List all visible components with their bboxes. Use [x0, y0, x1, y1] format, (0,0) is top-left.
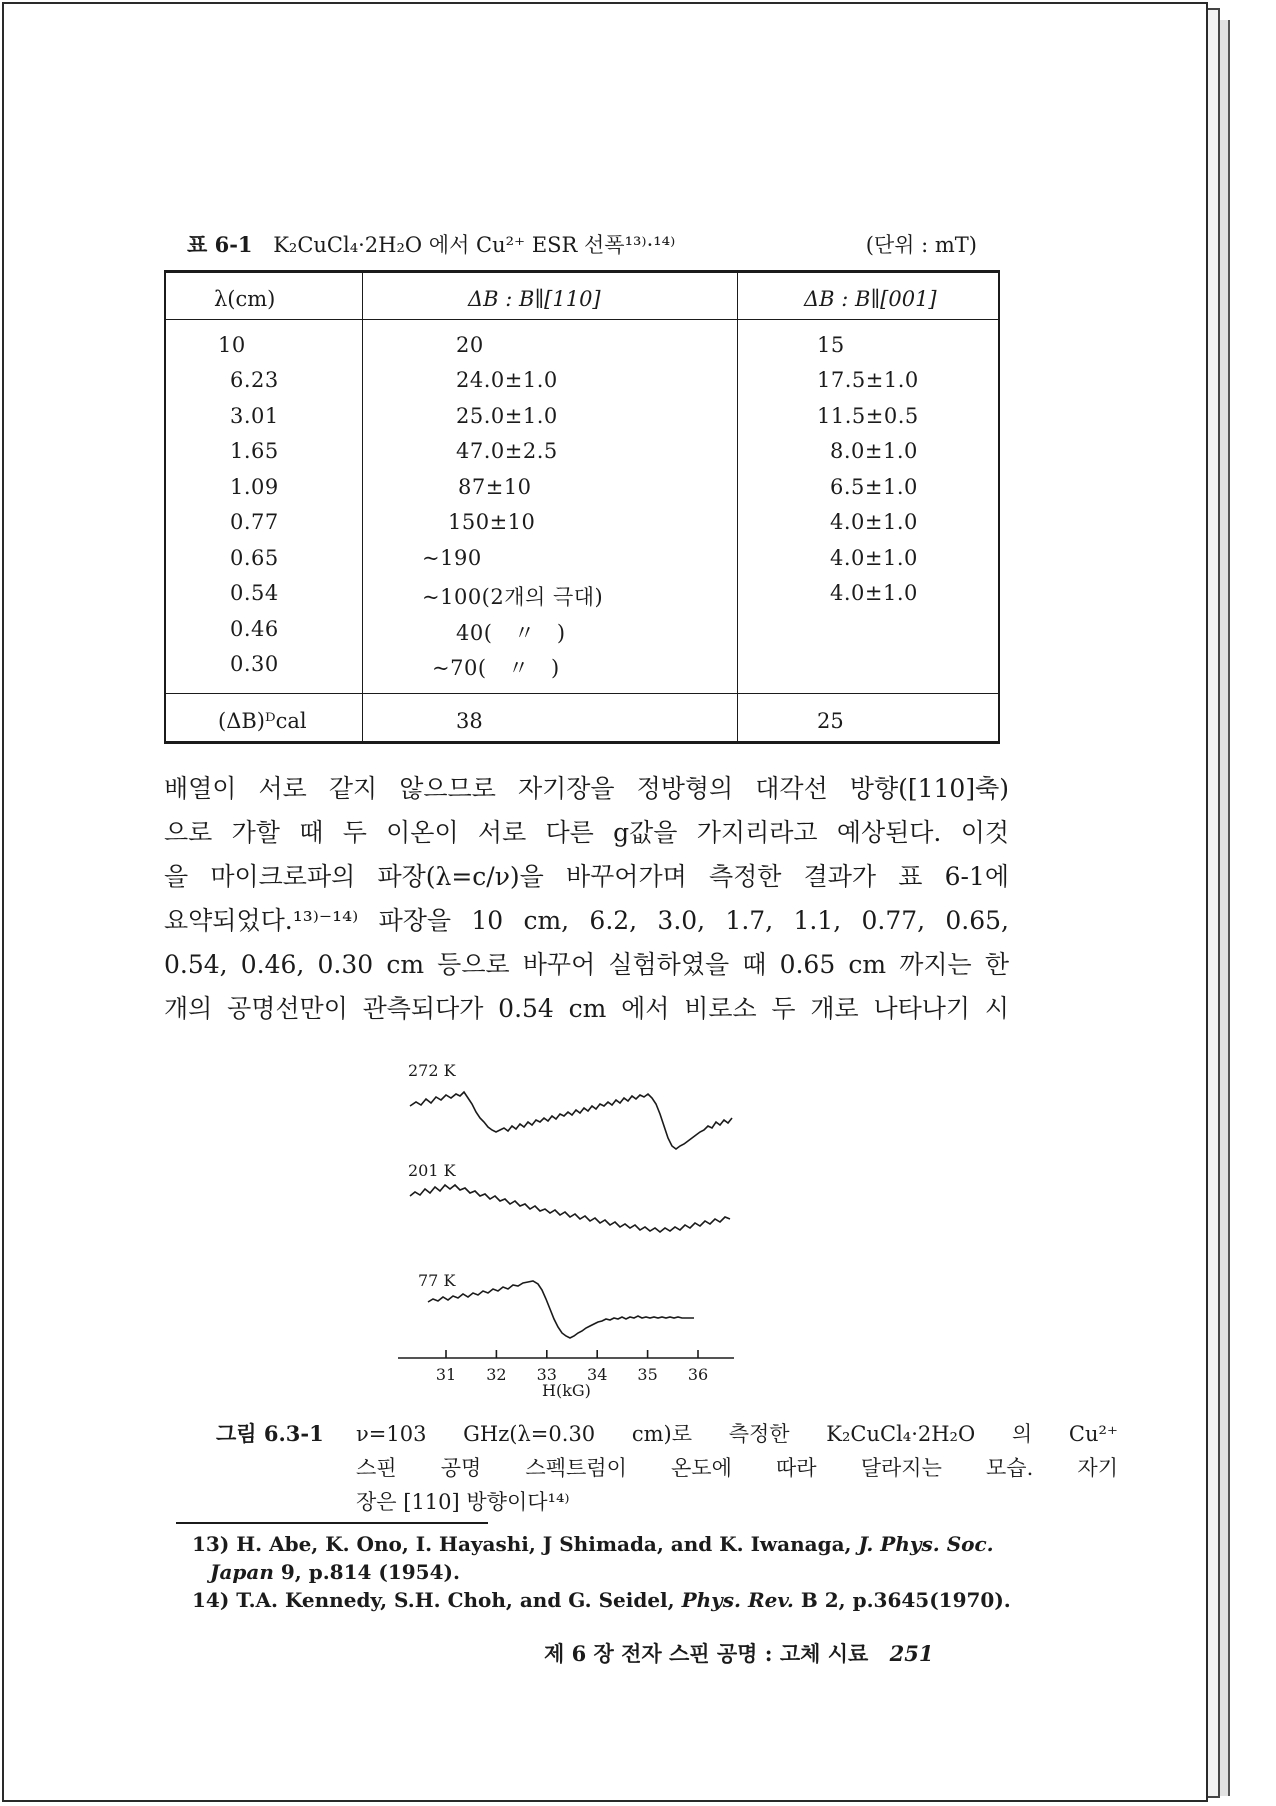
column-divider	[362, 273, 363, 741]
page-edge-shadow	[1220, 20, 1230, 1796]
footer-label: (ΔB)ᴰcal	[218, 709, 307, 733]
table-cell: 4.0±1.0	[830, 546, 918, 570]
axis-tick-label: 32	[486, 1365, 507, 1384]
table-cell: 6.23	[230, 368, 279, 392]
body-text-line: 배열이 서로 같지 않으므로 자기장을 정방형의 대각선 방향([110]축)	[164, 774, 1009, 803]
column-header-b110: ΔB : B∥[110]	[468, 287, 601, 311]
axis-label: H(kG)	[542, 1381, 591, 1400]
table-cell: 150±10	[448, 510, 536, 534]
table-cell: 4.0±1.0	[830, 581, 918, 605]
column-header-wavelength: λ(cm)	[214, 287, 276, 311]
caption-line: ν=103 GHz(λ=0.30 cm)로 측정한 K₂CuCl₄·2H₂O 의 Cu²⁺	[356, 1422, 1118, 1446]
table-cell: 15	[817, 333, 845, 357]
footnote-13	[192, 1532, 994, 1556]
caption-line: 스핀 공명 스펙트럼이 온도에 따라 달라지는 모습. 자기	[356, 1456, 1118, 1480]
table-cell: ~190	[422, 546, 482, 570]
axis-tick-label: 35	[637, 1365, 658, 1384]
body-text-line: 0.54, 0.46, 0.30 cm 등으로 바꾸어 실험하였을 때 0.65 cm 까지는 한	[164, 950, 1009, 979]
table-cell: 3.01	[230, 404, 279, 428]
esr-spectra-figure	[394, 1052, 814, 1402]
table-caption	[187, 229, 977, 259]
journal-name: J. Phys. Soc.	[858, 1532, 994, 1556]
footer-value-b110: 38	[456, 709, 483, 733]
column-divider	[737, 273, 738, 741]
table-cell: 11.5±0.5	[817, 404, 919, 428]
page-number: 251	[889, 1641, 934, 1666]
table-unit: (단위 : mT)	[865, 233, 977, 257]
table-cell: 6.5±1.0	[830, 475, 918, 499]
page-edge	[1206, 8, 1220, 1798]
running-footer	[544, 1638, 933, 1668]
table-cell: ~100(2개의 극대)	[422, 585, 604, 609]
header-divider	[166, 319, 998, 320]
caption-line: 장은 [110] 방향이다¹⁴⁾	[356, 1490, 570, 1514]
esr-linewidth-table	[164, 270, 1000, 744]
footnote-14	[192, 1588, 1011, 1612]
footer-value-b001: 25	[817, 709, 844, 733]
journal-name: Phys. Rev.	[681, 1588, 794, 1612]
table-cell: 17.5±1.0	[817, 368, 919, 392]
footnote-13-continued	[210, 1560, 460, 1584]
table-cell: 87±10	[458, 475, 532, 499]
table-cell: 24.0±1.0	[456, 368, 558, 392]
table-cell: 0.77	[230, 510, 279, 534]
table-label: 표 6-1	[187, 232, 253, 257]
body-text-line: 으로 가할 때 두 이온이 서로 다른 g값을 가지리라고 예상된다. 이것	[164, 818, 1009, 847]
footnote-rule	[176, 1522, 488, 1524]
table-cell: 47.0±2.5	[456, 439, 558, 463]
footer-divider	[166, 693, 998, 694]
table-cell: 20	[456, 333, 484, 357]
body-text-line: 을 마이크로파의 파장(λ=c/ν)을 바꾸어가며 측정한 결과가 표 6-1에	[164, 862, 1009, 891]
book-page	[2, 2, 1208, 1802]
axis-tick-label: 34	[587, 1365, 608, 1384]
axis-tick-label: 33	[536, 1365, 557, 1384]
table-cell: 40( 〃 )	[456, 621, 566, 645]
table-cell: 1.65	[230, 439, 279, 463]
chapter-title: 제 6 장 전자 스핀 공명 : 고체 시료	[544, 1641, 869, 1666]
body-text-line: 개의 공명선만이 관측되다가 0.54 cm 에서 비로소 두 개로 나타나기 시	[164, 994, 1009, 1023]
table-cell: 0.54	[230, 581, 279, 605]
spectrum-trace-77k	[428, 1281, 694, 1338]
figure-number: 그림 6.3-1	[216, 1421, 324, 1446]
column-header-b001: ΔB : B∥[001]	[804, 287, 937, 311]
axis-tick-label: 31	[435, 1365, 457, 1384]
table-cell: 10	[218, 333, 246, 357]
table-cell: 1.09	[230, 475, 279, 499]
trace-label-272k: 272 K	[408, 1061, 456, 1080]
footnote-text: B 2, p.3645(1970).	[793, 1588, 1011, 1612]
table-cell: 25.0±1.0	[456, 404, 558, 428]
spectrum-trace-201k	[410, 1185, 730, 1232]
table-cell: 0.65	[230, 546, 279, 570]
table-title: K₂CuCl₄·2H₂O 에서 Cu²⁺ ESR 선폭¹³⁾·¹⁴⁾	[273, 233, 676, 257]
axis-ticks	[436, 1350, 708, 1384]
table-cell: 0.46	[230, 617, 279, 641]
footnote-text: 14) T.A. Kennedy, S.H. Choh, and G. Seidel,	[192, 1588, 682, 1612]
table-cell: 0.30	[230, 652, 279, 676]
journal-name: Japan	[210, 1560, 274, 1584]
axis-tick-label: 36	[687, 1365, 709, 1384]
table-cell: 8.0±1.0	[830, 439, 918, 463]
body-text-line: 요약되었다.¹³⁾⁻¹⁴⁾ 파장을 10 cm, 6.2, 3.0, 1.7, 1.1, 0.77, 0.65,	[164, 906, 1009, 935]
footnote-text: 13) H. Abe, K. Ono, I. Hayashi, J Shimada, and K. Iwanaga,	[192, 1532, 859, 1556]
trace-label-77k: 77 K	[418, 1271, 456, 1290]
trace-label-201k: 201 K	[408, 1161, 456, 1180]
table-cell: 4.0±1.0	[830, 510, 918, 534]
spectrum-trace-272k	[410, 1092, 732, 1149]
table-cell: ~70( 〃 )	[432, 656, 560, 680]
footnote-text: 9, p.814 (1954).	[273, 1560, 460, 1584]
